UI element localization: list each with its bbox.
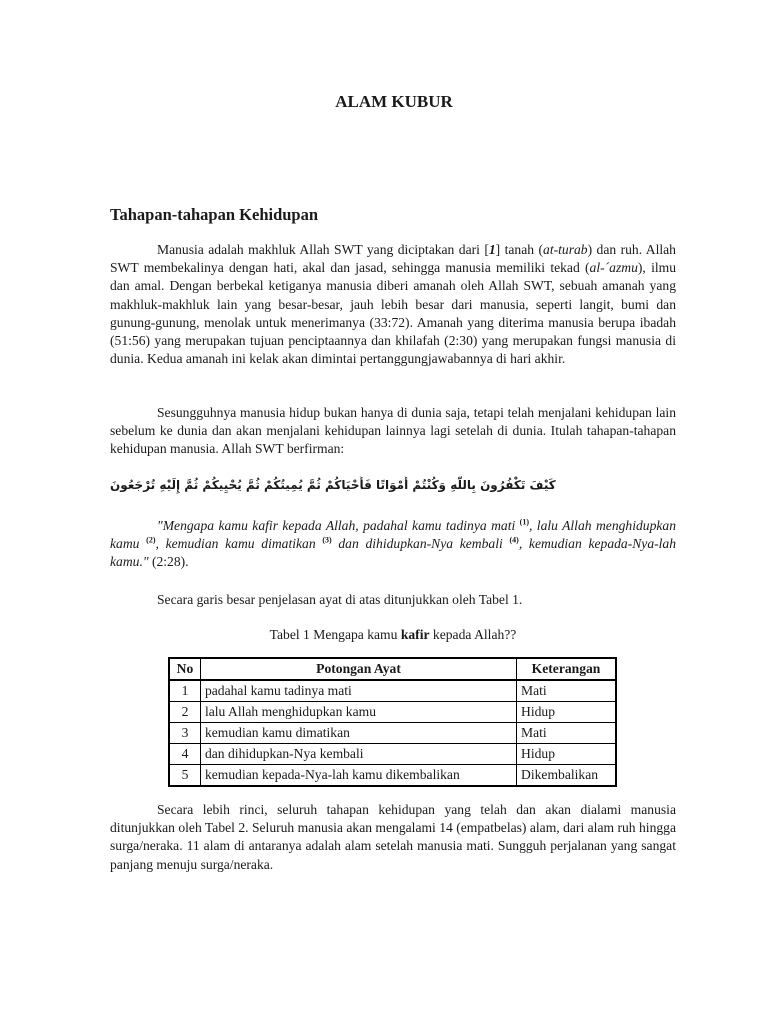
- paragraph-text: ) dan ruh. Allah SWT membekalinya dengan hati, akal dan jasad, sehingga manusia memiliki tekad (: [110, 242, 676, 276]
- table-caption: [110, 626, 676, 644]
- table-row: [169, 680, 616, 702]
- cell-ayat: kemudian kamu dimatikan: [200, 723, 516, 744]
- arabic-verse: كَيْفَ تَكْفُرُونَ بِاللَّهِ وَكُنْتُمْ أَمْوَاتًا فَأَحْيَاكُمْ ثُمَّ يُمِيتُكُمْ ثُمَّ يُحْيِيكُمْ ثُمَّ إِلَيْهِ تُرْجَعُونَ: [110, 478, 556, 492]
- paragraph-life-stages: Sesungguhnya manusia hidup bukan hanya di dunia saja, tetapi telah menjalani kehidupan lain sebelum ke dunia dan akan menjalani kehidupan lainnya lagi setelah di dunia. Itulah tahapan-tahapan kehidupan manusia. Allah SWT berfirman:: [110, 405, 676, 457]
- arabic-term: at-turab: [543, 242, 588, 257]
- table-row: [169, 702, 616, 723]
- table-header-row: [169, 658, 616, 680]
- cell-keterangan: Hidup: [517, 744, 616, 765]
- verse-marker: (1): [519, 517, 529, 527]
- cell-keterangan: Mati: [517, 680, 616, 702]
- table-row: [169, 723, 616, 744]
- footnote-ref: 1: [488, 242, 496, 257]
- arabic-term: al-´azmu: [589, 260, 638, 276]
- cell-no: 4: [169, 744, 200, 765]
- cell-ayat: dan dihidupkan-Nya kembali: [200, 744, 516, 765]
- translation-text: , kemudian kamu dimatikan: [155, 536, 323, 552]
- verse-marker: (4): [509, 535, 519, 545]
- header-no: No: [169, 658, 200, 680]
- paragraph-table-intro: Secara garis besar penjelasan ayat di atas ditunjukkan oleh Tabel 1.: [157, 592, 523, 607]
- verse-translation: [110, 517, 676, 572]
- cell-ayat: lalu Allah menghidupkan kamu: [200, 702, 516, 723]
- cell-keterangan: Mati: [517, 723, 616, 744]
- cell-keterangan: Dikembalikan: [517, 765, 616, 787]
- table-row: [169, 765, 616, 787]
- paragraph-text: ] tanah (: [495, 242, 544, 257]
- translation-text: , lalu Allah menghidupkan kamu: [110, 518, 676, 552]
- caption-emphasis: kafir: [400, 627, 430, 642]
- paragraph-intro: [110, 241, 676, 368]
- translation-text: dan dihidupkan-Nya kembali: [331, 536, 510, 552]
- verse-table: [168, 657, 617, 787]
- caption-text: kepada Allah??: [429, 627, 517, 642]
- caption-text: Tabel 1 Mengapa kamu: [269, 627, 401, 642]
- cell-keterangan: Hidup: [517, 702, 616, 723]
- header-potongan-ayat: Potongan Ayat: [200, 658, 516, 680]
- verse-marker: (2): [146, 535, 156, 545]
- cell-no: 5: [169, 765, 200, 787]
- paragraph-detail: Secara lebih rinci, seluruh tahapan kehidupan yang telah dan akan dialami manusia ditunjukkan oleh Tabel 2. Seluruh manusia akan mengalami 14 (empatbelas) alam, dari alam ruh hingga surga/neraka. 11 alam di antaranya adalah alam setelah manusia mati. Sungguh perjalanan yang sangat panjang menuju surga/neraka.: [110, 802, 676, 872]
- cell-ayat: kemudian kepada-Nya-lah kamu dikembalikan: [200, 765, 516, 787]
- section-heading: Tahapan-tahapan Kehidupan: [110, 205, 319, 224]
- cell-no: 1: [169, 680, 200, 702]
- cell-no: 3: [169, 723, 200, 744]
- translation-text: , kemudian kepada-Nya-lah kamu.": [110, 536, 677, 570]
- verse-marker: (3): [322, 535, 332, 545]
- paragraph-text: ), ilmu dan amal. Dengan berbekal ketiganya manusia diberi amanah oleh Allah SWT, sebuah amanah yang makhluk-makhluk lain yang besar-besar, jauh lebih besar dari manusia, seperti langit, bumi dan gunung-gunung, menolak untuk menerimanya (33:72). Amanah yang diterima manusia berupa ibadah (51:56) yang merupakan tujuan penciptaannya dan khilafah (2:30) yang merupakan fungsi manusia di dunia. Kedua amanah ini kelak akan dimintai pertanggungjawabannya di hari akhir.: [110, 260, 676, 367]
- cell-no: 2: [169, 702, 200, 723]
- verse-reference: (2:28).: [148, 554, 189, 570]
- paragraph-text: Manusia adalah makhluk Allah SWT yang diciptakan dari [: [157, 242, 489, 257]
- header-keterangan: Keterangan: [517, 658, 616, 680]
- table-row: [169, 744, 616, 765]
- cell-ayat: padahal kamu tadinya mati: [200, 680, 516, 702]
- translation-text: "Mengapa kamu kafir kepada Allah, padahal kamu tadinya mati: [157, 518, 520, 533]
- document-title: ALAM KUBUR: [335, 92, 453, 111]
